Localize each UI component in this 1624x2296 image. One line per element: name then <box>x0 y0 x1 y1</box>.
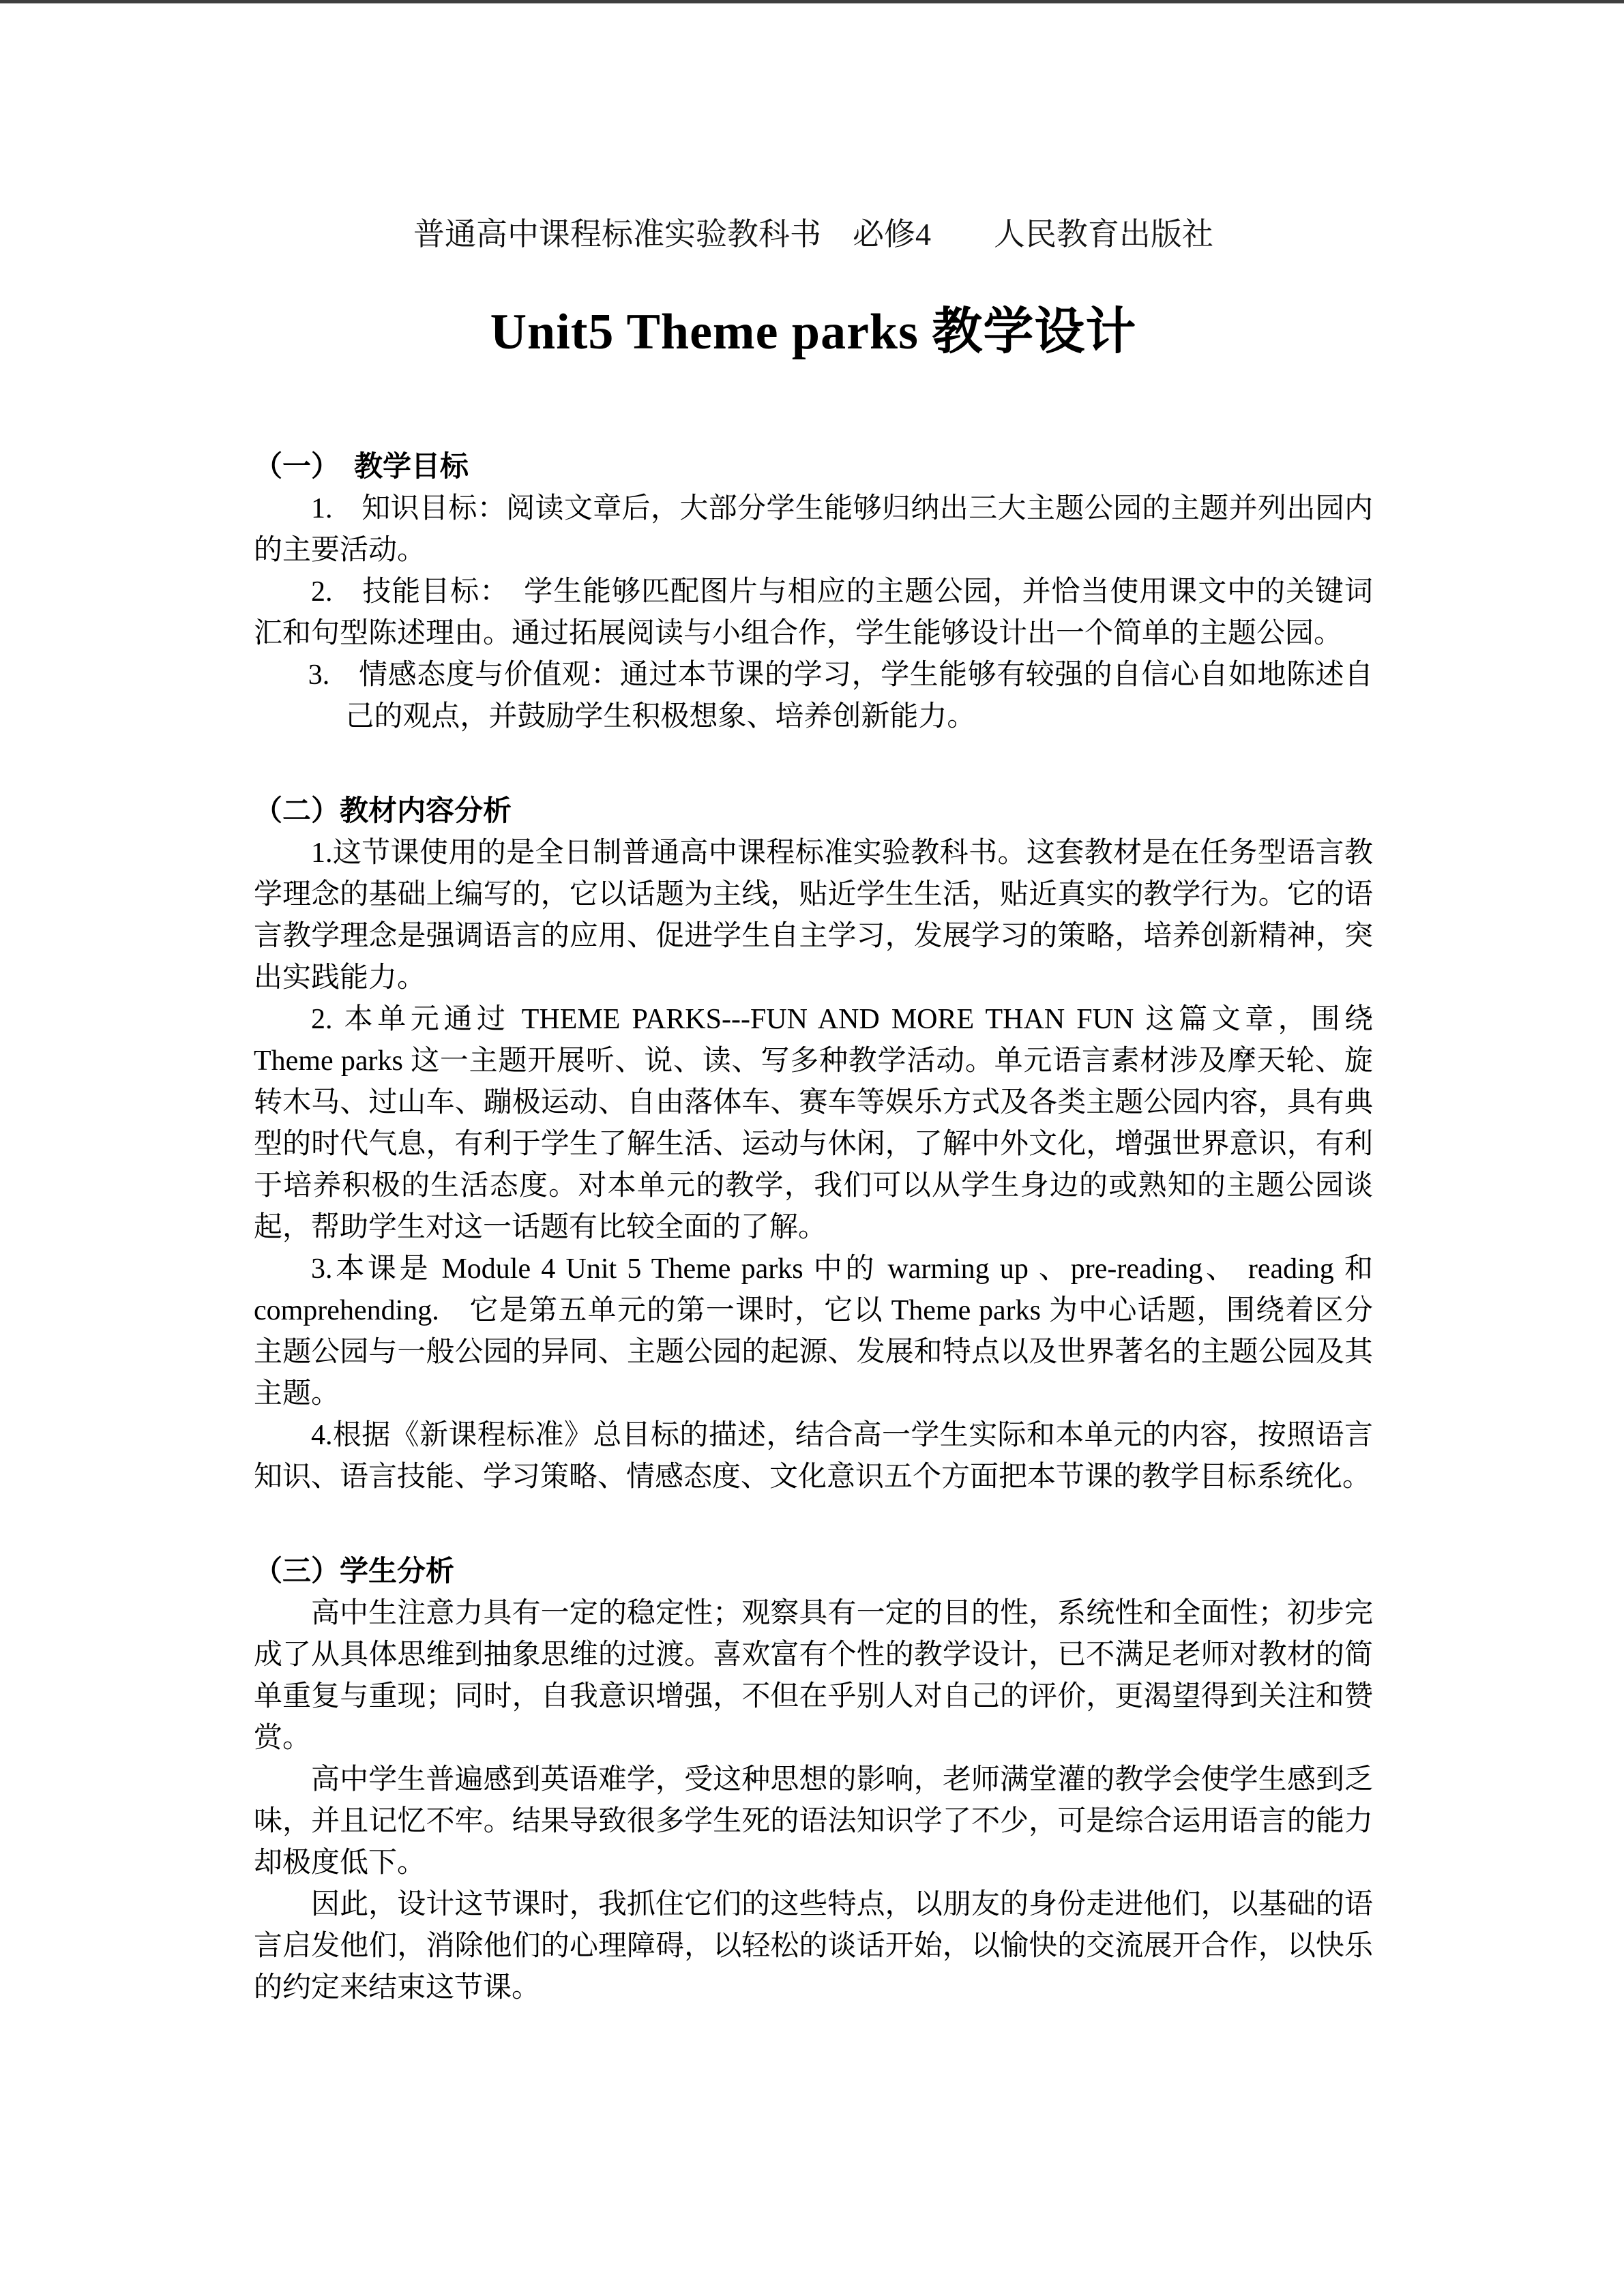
section-heading-student-analysis: （三）学生分析 <box>254 1556 455 1587</box>
material-analysis-paragraph-1: 1.这节课使用的是全日制普通高中课程标准实验教科书。这套教材是在任务型语言教学理念的基础上编写的，它以话题为主线，贴近学生生活，贴近真实的教学行为。它的语言教学理念是强调语言的应用、促进学生自主学习，发展学习的策略，培养创新精神，突出实践能力。 <box>254 837 1373 994</box>
material-analysis-paragraph-3: 3.本课是 Module 4 Unit 5 Theme parks 中的 warming up 、pre-reading、 reading 和 comprehending. 它是第五单元的第一课时，它以 Theme parks 为中心话题，围绕着区分主题公园与一般公园的异同、主题公园的起源、发展和特点以及世界著名的主题公园及其主题。 <box>254 1253 1381 1410</box>
textbook-header-line: 普通高中课程标准实验教科书 必修4 人民教育出版社 <box>413 217 1213 252</box>
student-analysis-paragraph-2: 高中学生普遍感到英语难学，受这种思想的影响，老师满堂灌的教学会使学生感到乏味，并且记忆不牢。结果导致很多学生死的语法知识学了不少，可是综合运用语言的能力却极度低下。 <box>254 1764 1373 1879</box>
objective-item-emotion: 3. 情感态度与价值观：通过本节课的学习，学生能够有较强的自信心自如地陈述自己的观点，并鼓励学生积极想象、培养创新能力。 <box>308 659 1373 732</box>
section-student-analysis <box>254 1551 1373 2009</box>
section-teaching-objectives <box>254 447 1373 738</box>
material-analysis-paragraph-4: 4.根据《新课程标准》总目标的描述，结合高一学生实际和本单元的内容，按照语言知识、语言技能、学习策略、情感态度、文化意识五个方面把本节课的教学目标系统化。 <box>254 1420 1373 1493</box>
student-analysis-paragraph-3: 因此，设计这节课时，我抓住它们的这些特点，以朋友的身份走进他们，以基础的语言启发他们，消除他们的心理障碍，以轻松的谈话开始，以愉快的交流展开合作，以快乐的约定来结束这节课。 <box>254 1889 1373 2003</box>
section-heading-teaching-objectives: （一） 教学目标 <box>254 451 469 483</box>
document-title: Unit5 Theme parks 教学设计 <box>490 304 1137 360</box>
material-analysis-paragraph-2: 2. 本单元通过 THEME PARKS---FUN AND MORE THAN FUN 这篇文章，围绕 Theme parks 这一主题开展听、说、读、写多种教学活动。单元语言素材涉及摩天轮、旋转木马、过山车、蹦极运动、自由落体车、赛车等娱乐方式及各类主题公园内容，具有典型的时代气息，有利于学生了解生活、运动与休闲，了解中外文化，增强世界意识，有利于培养积极的生活态度。对本单元的教学，我们可以从学生身边的或熟知的主题公园谈起，帮助学生对这一话题有比较全面的了解。 <box>254 1004 1381 1243</box>
student-analysis-paragraph-1: 高中生注意力具有一定的稳定性；观察具有一定的目的性，系统性和全面性；初步完成了从具体思维到抽象思维的过渡。喜欢富有个性的教学设计，已不满足老师对教材的简单重复与重现；同时，自我意识增强，不但在乎别人对自己的评价，更渴望得到关注和赞赏。 <box>254 1598 1373 1754</box>
document-page <box>0 3 1624 2296</box>
objective-item-knowledge: 1. 知识目标：阅读文章后，大部分学生能够归纳出三大主题公园的主题并列出园内的主要活动。 <box>254 493 1373 566</box>
section-material-analysis <box>254 791 1381 1498</box>
objective-item-skill: 2. 技能目标： 学生能够匹配图片与相应的主题公园，并恰当使用课文中的关键词汇和句型陈述理由。通过拓展阅读与小组合作，学生能够设计出一个简单的主题公园。 <box>254 576 1373 649</box>
section-heading-material-analysis: （二）教材内容分析 <box>254 796 512 827</box>
